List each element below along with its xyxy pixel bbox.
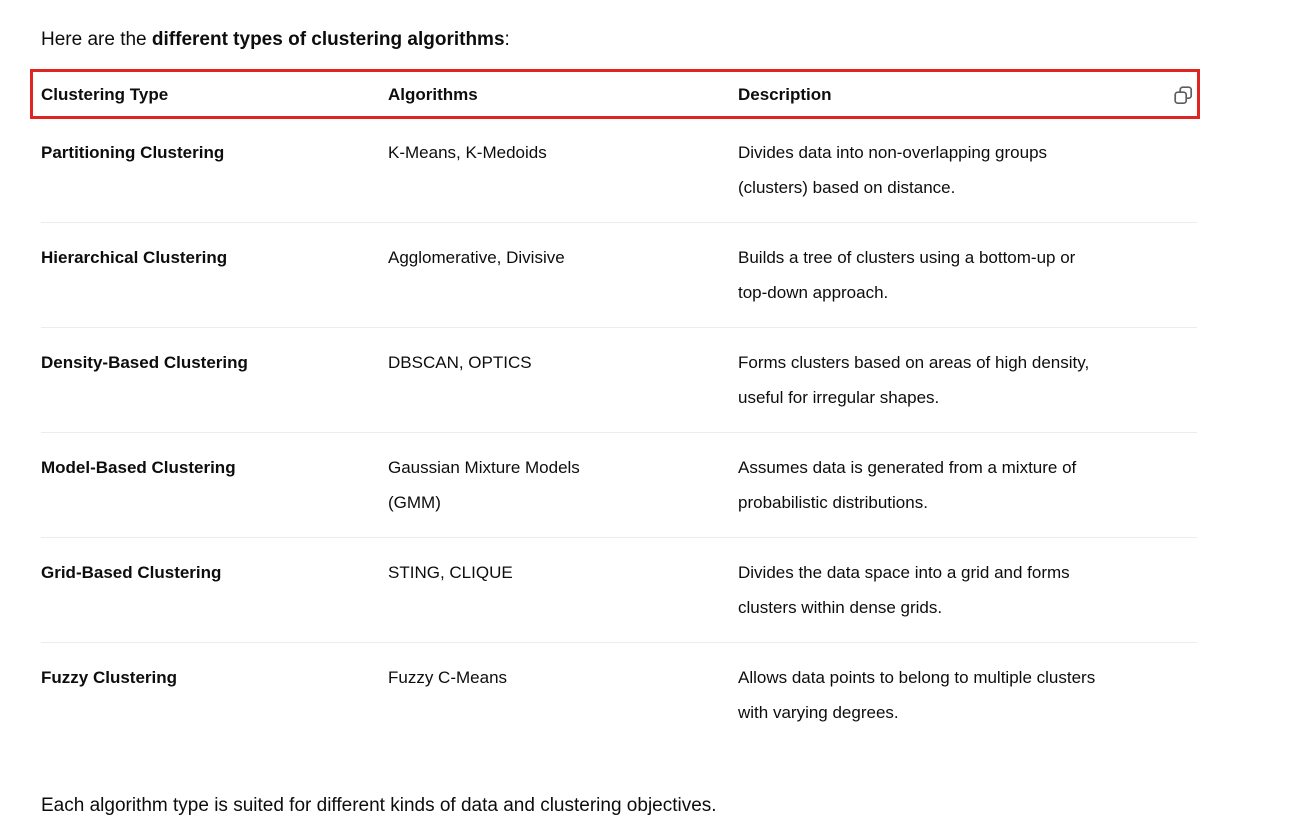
intro-text: Here are the <box>41 29 152 50</box>
table-row <box>41 433 1197 538</box>
text-line: K-Means, K-Medoids <box>388 143 547 162</box>
text-line: useful for irregular shapes. <box>738 388 940 407</box>
cell-description <box>738 328 1197 432</box>
text-line: Forms clusters based on areas of high density, <box>738 353 1090 372</box>
text-line: DBSCAN, OPTICS <box>388 353 532 372</box>
text-line: Agglomerative, Divisive <box>388 248 565 267</box>
text-line: Divides the data space into a grid and forms <box>738 563 1070 582</box>
column-header-algorithms: Algorithms <box>388 85 478 104</box>
text-line: STING, CLIQUE <box>388 563 513 582</box>
text-line: Allows data points to belong to multiple clusters <box>738 668 1096 687</box>
cell-description <box>738 118 1197 222</box>
cell-clustering-type: Density-Based Clustering <box>41 353 248 372</box>
text-line: (GMM) <box>388 493 441 512</box>
copy-icon <box>1173 85 1194 106</box>
cell-algorithms <box>388 328 738 432</box>
text-line: Gaussian Mixture Models <box>388 458 580 477</box>
text-line: probabilistic distributions. <box>738 493 928 512</box>
table-row <box>41 328 1197 433</box>
cell-algorithms <box>388 223 738 327</box>
cell-algorithms <box>388 118 738 222</box>
text-line: clusters within dense grids. <box>738 598 943 617</box>
table-row <box>41 118 1197 223</box>
cell-algorithms <box>388 433 738 537</box>
text-line: (clusters) based on distance. <box>738 178 956 197</box>
table-row <box>41 223 1197 328</box>
table-row <box>41 538 1197 643</box>
table-header-row <box>41 72 1197 118</box>
intro-bold-text: different types of clustering algorithms <box>151 29 505 50</box>
intro-suffix: : <box>504 29 510 50</box>
copy-table-button[interactable] <box>1169 81 1197 109</box>
cell-description <box>738 643 1197 747</box>
cell-description <box>738 433 1197 537</box>
cell-clustering-type: Model-Based Clustering <box>41 458 236 477</box>
text-line: Assumes data is generated from a mixture of <box>738 458 1077 477</box>
text-line: with varying degrees. <box>738 703 899 722</box>
column-header-clustering-type: Clustering Type <box>41 85 169 104</box>
intro-paragraph <box>41 27 1197 52</box>
cell-clustering-type: Hierarchical Clustering <box>41 248 228 267</box>
cell-clustering-type: Grid-Based Clustering <box>41 563 222 582</box>
table-row <box>41 643 1197 747</box>
cell-clustering-type: Fuzzy Clustering <box>41 668 178 687</box>
column-header-description: Description <box>738 85 832 104</box>
cell-description <box>738 538 1197 642</box>
clustering-table <box>41 72 1197 747</box>
cell-algorithms <box>388 643 738 747</box>
text-line: top-down approach. <box>738 283 889 302</box>
cell-clustering-type: Partitioning Clustering <box>41 143 225 162</box>
footer-paragraph: Each algorithm type is suited for different kinds of data and clustering objectives. <box>41 795 717 816</box>
text-line: Fuzzy C-Means <box>388 668 508 687</box>
cell-algorithms <box>388 538 738 642</box>
cell-description <box>738 223 1197 327</box>
text-line: Divides data into non-overlapping groups <box>738 143 1048 162</box>
text-line: Builds a tree of clusters using a bottom-up or <box>738 248 1076 267</box>
